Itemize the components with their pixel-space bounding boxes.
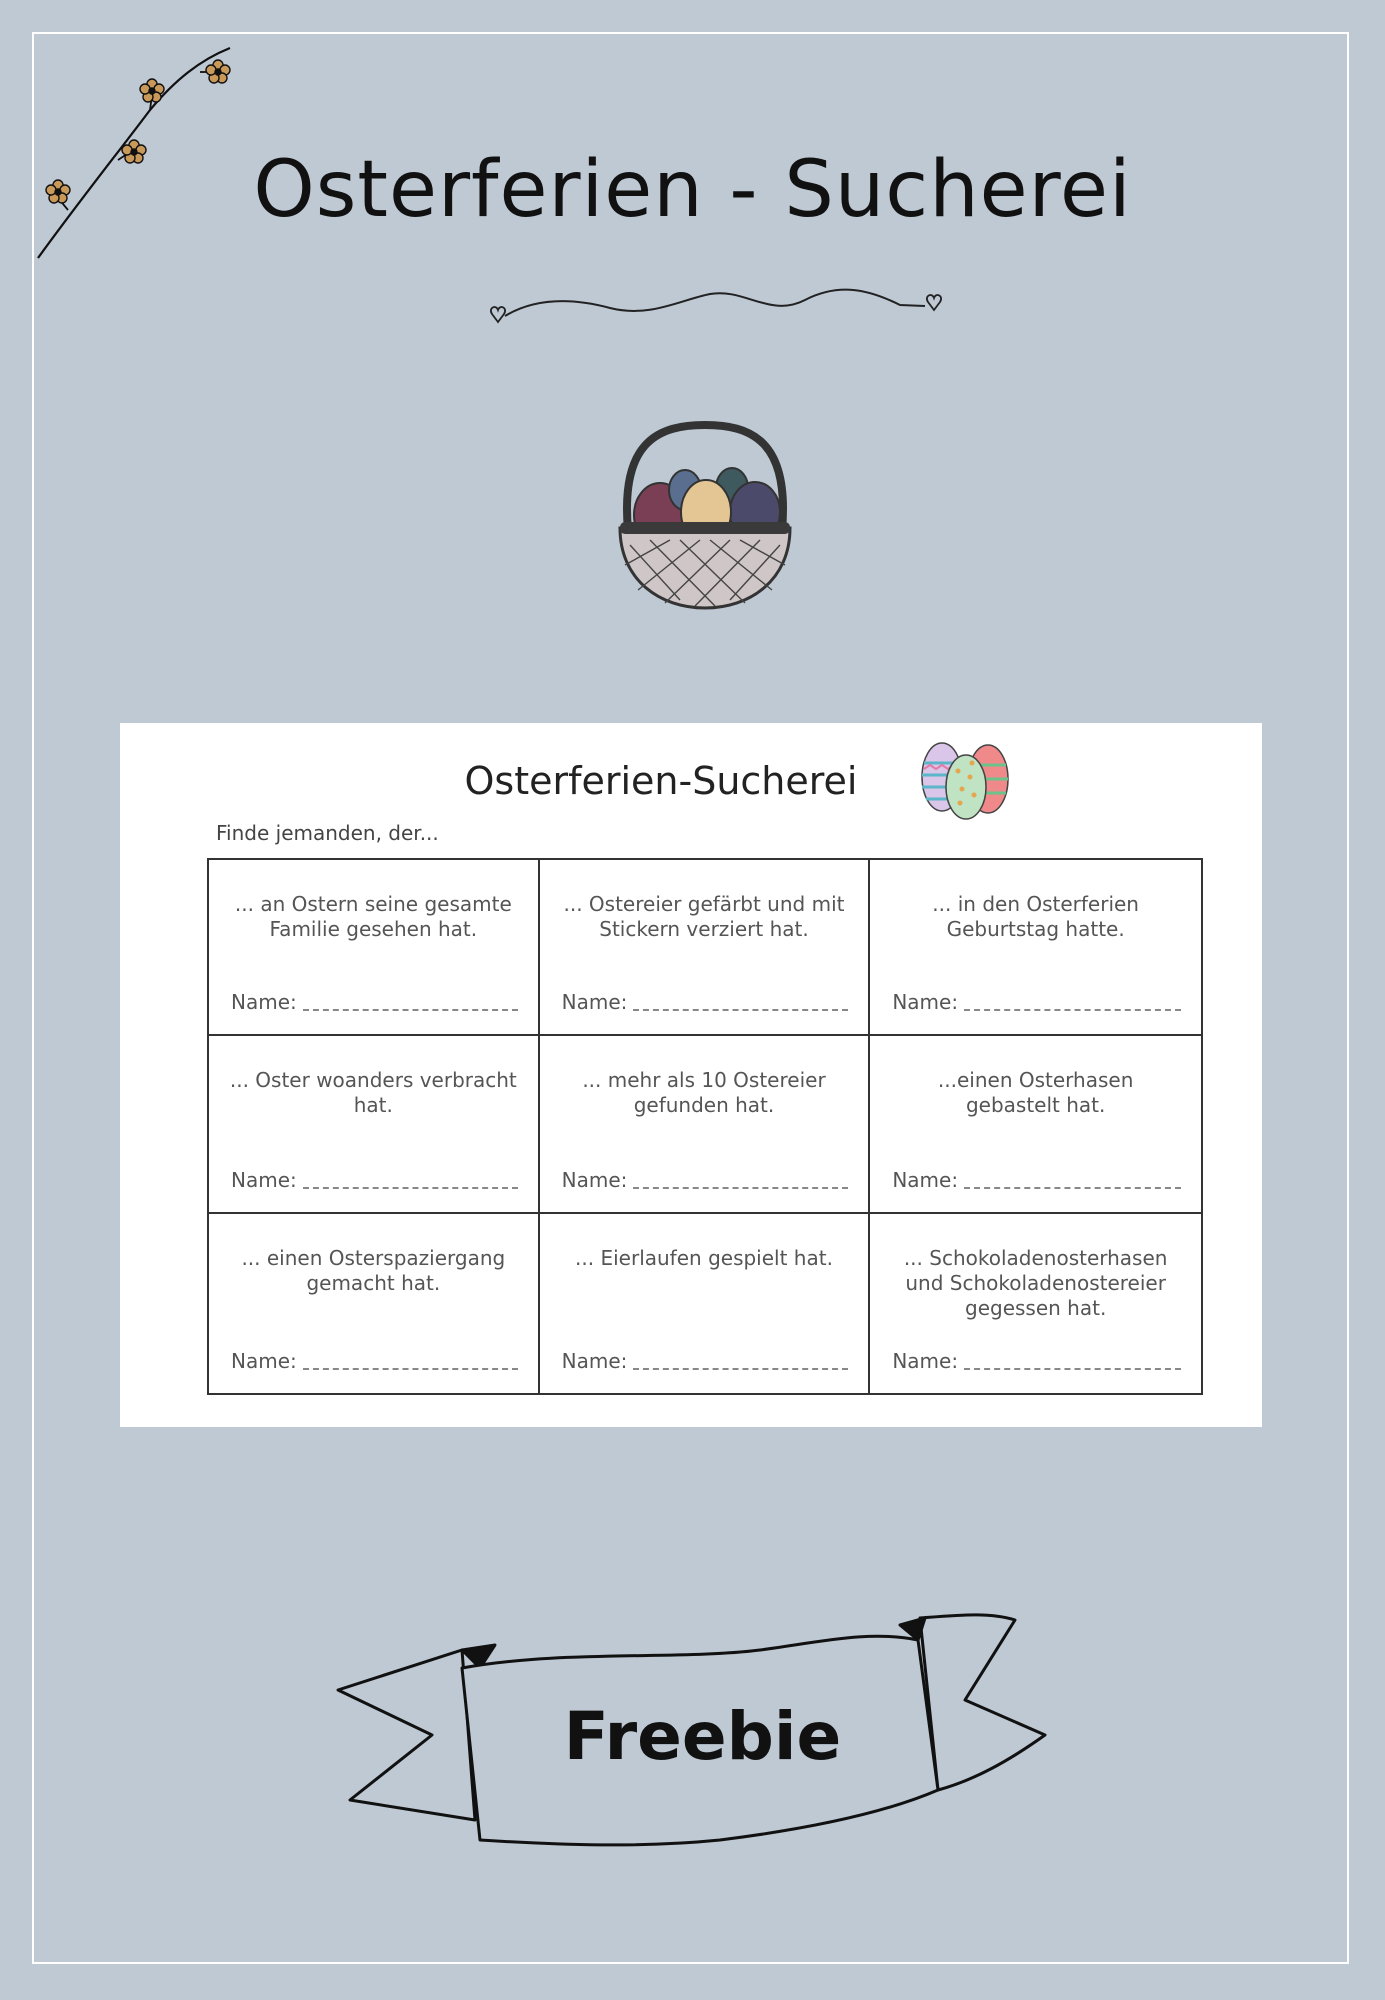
cell-prompt: ... mehr als 10 Ostereier gefunden hat. [582,1068,826,1117]
cell-prompt: ...einen Osterhasen gebastelt hat. [937,1068,1134,1117]
name-label: Name: [561,990,628,1014]
worksheet-intro: Finde jemanden, der... [216,821,439,845]
name-label: Name: [231,1168,297,1192]
cell-prompt: ... einen Osterspaziergang gemacht hat. [241,1246,506,1295]
cell-prompt: ... Schokoladenosterhasen und Schokoladenostereier gegessen hat. [903,1246,1168,1320]
cell-prompt: ... Oster woanders verbracht hat. [229,1068,517,1117]
name-label: Name: [231,990,297,1014]
name-label: Name: [892,990,959,1014]
cell-prompt: ... Eierlaufen gespielt hat. [575,1246,833,1270]
name-label: Name: [892,1349,959,1373]
name-label: Name: [561,1349,628,1373]
cell-prompt: ... Ostereier gefärbt und mit Stickern verziert hat. [563,892,845,941]
name-label: Name: [892,1168,959,1192]
name-label: Name: [231,1349,297,1373]
freebie-label: Freebie [563,1698,842,1775]
name-label: Name: [561,1168,628,1192]
cell-prompt: ... in den Osterferien Geburtstag hatte. [932,892,1139,941]
cell-prompt: ... an Ostern seine gesamte Familie gesehen hat. [234,892,512,941]
worksheet-title: Osterferien-Sucherei [464,759,858,803]
page-title: Osterferien - Sucherei [253,145,1132,235]
